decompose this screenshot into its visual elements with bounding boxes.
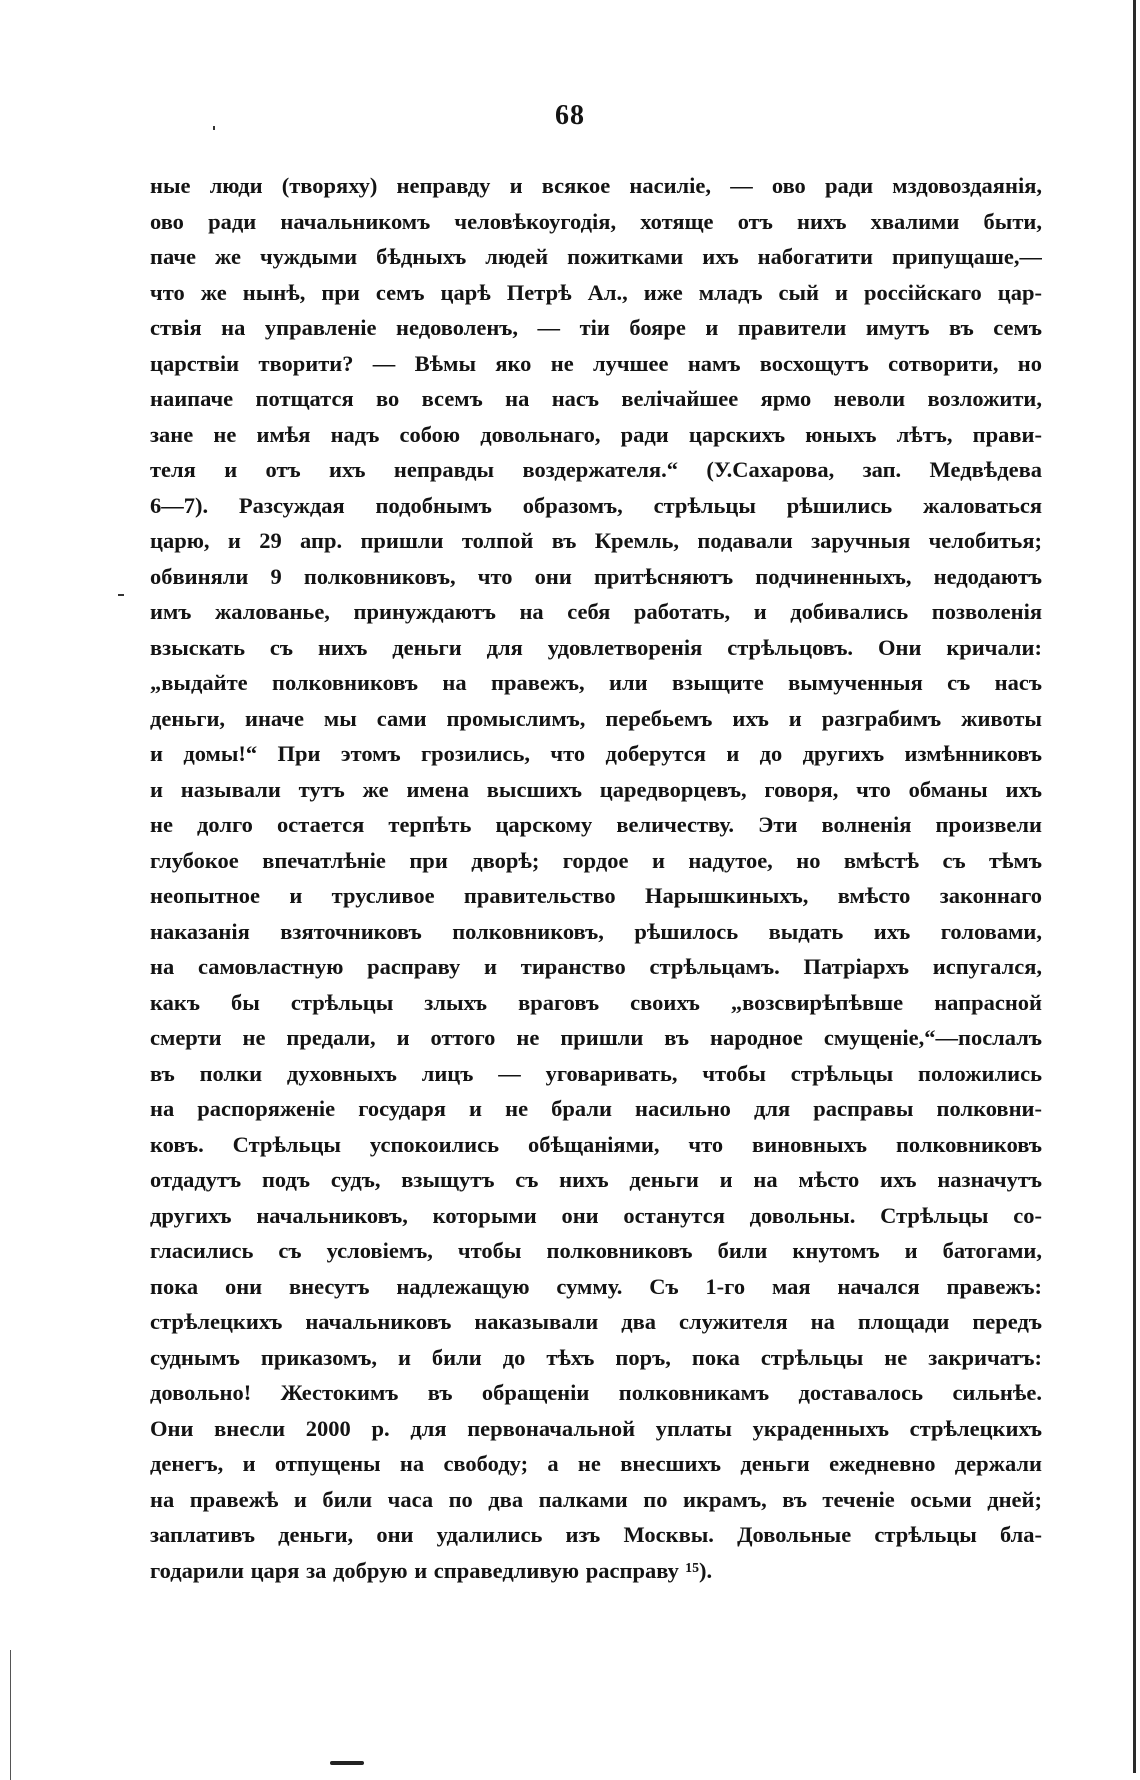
text-line: ствія на управленіе недоволенъ, — тіи бояре и правители имутъ въ семъ xyxy=(150,315,1042,340)
text-line: на правежѣ и били часа по два палками по икрамъ, въ теченіе осьми дней; xyxy=(150,1486,1042,1512)
text-line: отдадутъ подъ судъ, взыщутъ съ нихъ деньги и на мѣсто ихъ назначутъ xyxy=(150,1167,1042,1192)
text-line: ные люди (творяху) неправду и всякое насиліе, — ово ради мздовоздаянія, xyxy=(150,173,1042,198)
text-line: и домы!“ При этомъ грозились, что доберутся и до другихъ измѣнниковъ xyxy=(150,741,1042,766)
text-line: „выдайте полковниковъ на правежъ, или взыщите вымученныя съ насъ xyxy=(150,670,1042,695)
text-line: неопытное и трусливое правительство Нарышкиныхъ, вмѣсто законнаго xyxy=(150,883,1042,908)
body-text xyxy=(150,168,1042,1588)
text-line: гласились съ условіемъ, чтобы полковниковъ били кнутомъ и батогами, xyxy=(150,1238,1042,1263)
text-line: теля и отъ ихъ неправды воздержателя.“ (У.Сахарова, зап. Медвѣдева xyxy=(150,457,1042,482)
text-line-last: годарили царя за добрую и справедливую расправу ¹⁵). xyxy=(150,1557,713,1583)
text-line: не долго остается терпѣть царскому величеству. Эти волненія произвели xyxy=(150,812,1042,837)
text-line: другихъ начальниковъ, которыми они останутся довольны. Стрѣльцы со- xyxy=(150,1202,1042,1228)
text-line: денегъ, и отпущены на свободу; а не внесшихъ деньги ежедневно держали xyxy=(150,1451,1042,1476)
text-line: наипаче потщатся во всемъ на насъ велічайшее ярмо неволи возложити, xyxy=(150,386,1042,411)
text-line: смерти не предали, и оттого не пришли въ народное смущеніе,“—послалъ xyxy=(150,1025,1042,1050)
text-line: ковъ. Стрѣльцы успокоились обѣщаніями, что виновныхъ полковниковъ xyxy=(150,1131,1042,1157)
text-line: на распоряженіе государя и не брали насильно для расправы полковни- xyxy=(150,1096,1042,1121)
text-line: имъ жалованье, принуждаютъ на себя работать, и добивались позволенія xyxy=(150,599,1042,624)
text-line: взыскать съ нихъ деньги для удовлетворенія стрѣльцовъ. Они кричали: xyxy=(150,634,1042,660)
scan-mark-left xyxy=(10,1650,11,1780)
text-line: глубокое впечатлѣніе при дворѣ; гордое и надутое, но вмѣстѣ съ тѣмъ xyxy=(150,847,1042,873)
text-line: какъ бы стрѣльцы злыхъ враговъ своихъ „возсвирѣпѣвше напрасной xyxy=(150,989,1042,1015)
text-line: паче же чуждыми бѣдныхъ людей пожитками ихъ набогатити припущаше,— xyxy=(150,244,1042,269)
text-line: наказанія взяточниковъ полковниковъ, рѣшилось выдать ихъ головами, xyxy=(150,918,1042,944)
text-line: ово ради начальникомъ человѣкоугодія, хотяще отъ нихъ хвалими быти, xyxy=(150,208,1042,234)
text-line: на самовластную расправу и тиранство стрѣльцамъ. Патріархъ испугался, xyxy=(150,954,1042,979)
text-line: пока они внесутъ надлежащую сумму. Съ 1-го мая начался правежъ: xyxy=(150,1273,1042,1299)
page-edge-shadow xyxy=(1133,0,1136,1773)
text-line: довольно! Жестокимъ въ обращеніи полковникамъ доставалось сильнѣе. xyxy=(150,1380,1042,1405)
page-number: 68 xyxy=(555,100,585,131)
text-line: заплативъ деньги, они удалились изъ Москвы. Довольные стрѣльцы бла- xyxy=(150,1522,1042,1547)
text-line: суднымъ приказомъ, и били до тѣхъ поръ, пока стрѣльцы не закричатъ: xyxy=(150,1344,1042,1370)
text-line: обвиняли 9 полковниковъ, что они притѣсняютъ подчиненныхъ, недодаютъ xyxy=(150,563,1042,589)
text-line: Они внесли 2000 р. для первоначальной уплаты украденныхъ стрѣлецкихъ xyxy=(150,1415,1042,1441)
text-line: зане не имѣя надъ собою довольнаго, ради царскихъ юныхъ лѣтъ, прави- xyxy=(150,421,1042,447)
text-line: царю, и 29 апр. пришли толпой въ Кремль, подавали заручныя челобитья; xyxy=(150,528,1042,553)
scan-mark-bottom xyxy=(330,1761,364,1765)
text-line: царствіи творити? — Вѣмы яко не лучшее намъ восхощутъ сотворити, но xyxy=(150,350,1042,376)
text-line: 6—7). Разсуждая подобнымъ образомъ, стрѣльцы рѣшились жаловаться xyxy=(150,492,1042,518)
text-line: что же нынѣ, при семъ царѣ Петрѣ Ал., иже младъ сый и россійскаго цар- xyxy=(150,279,1042,305)
scan-speck xyxy=(118,594,124,596)
text-line: и называли тутъ же имена высшихъ царедворцевъ, говоря, что обманы ихъ xyxy=(150,776,1042,802)
text-line: стрѣлецкихъ начальниковъ наказывали два служителя на площади передъ xyxy=(150,1309,1042,1334)
text-line: деньги, иначе мы сами промыслимъ, перебьемъ ихъ и разграбимъ животы xyxy=(150,705,1042,731)
text-line: въ полки духовныхъ лицъ — уговаривать, чтобы стрѣльцы положились xyxy=(150,1060,1042,1086)
